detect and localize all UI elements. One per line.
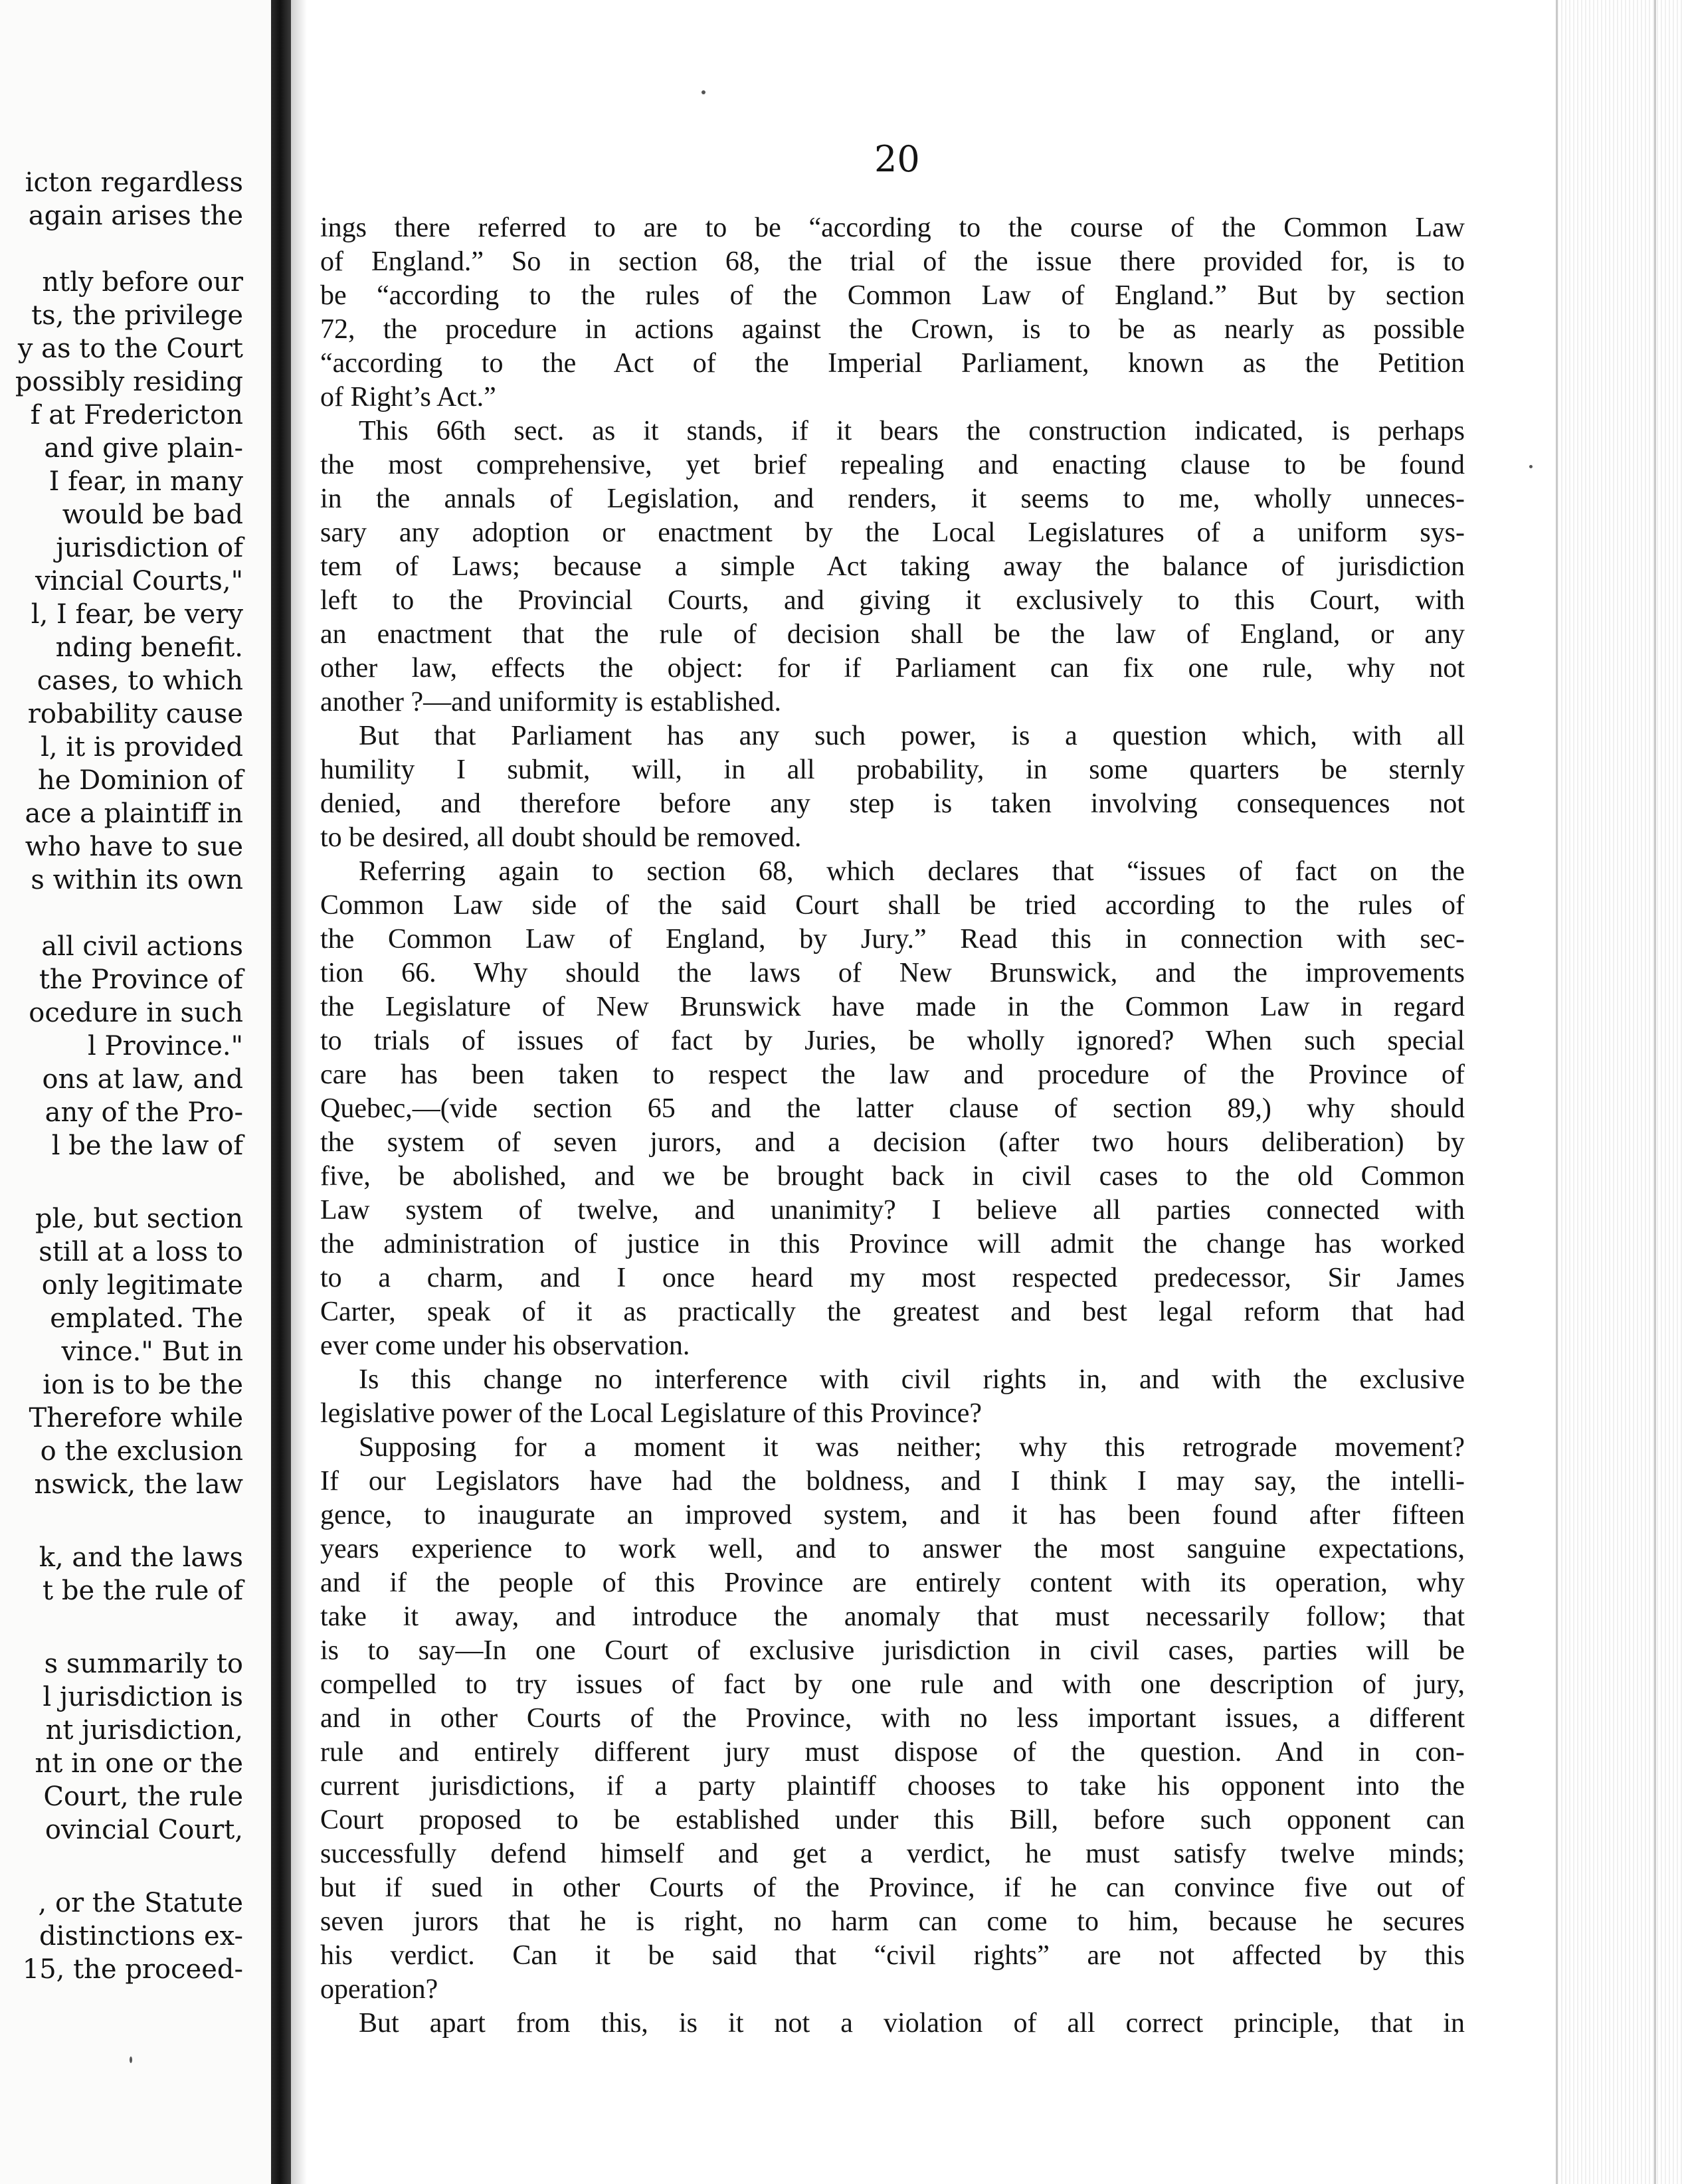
page-number: 20 [874, 138, 920, 180]
text-line: rule and entirely different jury must dispose of the question. And in con- [320, 1737, 1465, 1768]
facing-page-line: vincial Courts," [35, 566, 243, 596]
facing-page-line: s within its own [31, 865, 243, 895]
text-line: and if the people of this Province are entirely content with its operation, why [320, 1568, 1465, 1598]
text-line: of Right’s Act.” [320, 382, 496, 412]
text-line: of England.” So in section 68, the trial of the issue there provided for, is to [320, 246, 1465, 277]
text-line: This 66th sect. as it stands, if it bears the construction indicated, is perhaps [359, 416, 1465, 446]
text-line: the most comprehensive, yet brief repealing and enacting clause to be found [320, 450, 1465, 480]
facing-page-line: still at a loss to [39, 1237, 243, 1267]
text-line: Referring again to section 68, which declares that “issues of fact on the [359, 856, 1465, 887]
facing-page-line: who have to sue [25, 832, 243, 862]
facing-page-line: ocedure in such [29, 998, 243, 1028]
text-line: sary any adoption or enactment by the Local Legislatures of a uniform sys- [320, 517, 1465, 548]
facing-page-line: y as to the Court [17, 333, 243, 364]
print-speck [701, 90, 705, 94]
facing-page-line: l, it is provided [41, 732, 243, 763]
facing-page-fragment [0, 0, 271, 2184]
text-line: the Legislature of New Brunswick have made in the Common Law in regard [320, 992, 1465, 1022]
text-line: take it away, and introduce the anomaly that must necessarily follow; that [320, 1601, 1465, 1632]
text-line: his verdict. Can it be said that “civil rights” are not affected by this [320, 1940, 1465, 1971]
facing-page-line: ovincial Court, [45, 1815, 243, 1845]
facing-page-line: ts, the privilege [31, 300, 243, 331]
facing-page-line: nding benefit. [55, 632, 243, 663]
text-line: care has been taken to respect the law and procedure of the Province of [320, 1059, 1465, 1090]
text-line: to be desired, all doubt should be removed. [320, 822, 802, 853]
facing-page-line: nt in one or the [35, 1748, 243, 1779]
facing-page-line: vince." But in [61, 1336, 243, 1367]
facing-page-line: ntly before our [42, 267, 243, 298]
text-line: and in other Courts of the Province, with no less important issues, a different [320, 1703, 1465, 1734]
text-line: an enactment that the rule of decision shall be the law of England, or any [320, 619, 1465, 650]
text-line: “according to the Act of the Imperial Parliament, known as the Petition [320, 348, 1465, 379]
facing-page-line: jurisdiction of [56, 533, 243, 563]
text-line: but if sued in other Courts of the Province, if he can convince five out of [320, 1872, 1465, 1903]
text-line: years experience to work well, and to answer the most sanguine expectations, [320, 1534, 1465, 1564]
facing-page-line: he Dominion of [37, 765, 243, 796]
facing-page-line: nswick, the law [34, 1469, 243, 1500]
facing-page-line: I fear, in many [48, 466, 243, 497]
facing-page-line: t be the rule of [43, 1576, 243, 1606]
facing-page-line: s summarily to [44, 1649, 243, 1679]
text-line: Supposing for a moment it was neither; why this retrograde movement? [359, 1432, 1465, 1463]
text-line: If our Legislators have had the boldness, and I think I may say, the intelli- [320, 1466, 1465, 1497]
text-line: tion 66. Why should the laws of New Brunswick, and the improvements [320, 958, 1465, 988]
page-edge-line [1654, 0, 1656, 2184]
facing-page-line: k, and the laws [39, 1542, 243, 1573]
facing-page-line: and give plain- [44, 433, 243, 464]
text-line: But that Parliament has any such power, is a question which, with all [359, 721, 1465, 751]
facing-page-line: l jurisdiction is [43, 1682, 243, 1712]
facing-page-line: nt jurisdiction, [45, 1715, 243, 1746]
text-line: be “according to the rules of the Common Law of England.” But by section [320, 280, 1465, 311]
text-line: humility I submit, will, in all probability, in some quarters be sternly [320, 755, 1465, 785]
text-line: five, be abolished, and we be brought back in civil cases to the old Common [320, 1161, 1465, 1192]
facing-page-line: any of the Pro- [45, 1097, 243, 1128]
facing-page-line: ple, but section [35, 1204, 243, 1234]
page-edge-line [1556, 0, 1558, 2184]
facing-page-line: robability cause [27, 699, 243, 729]
print-speck [1529, 465, 1533, 468]
text-line: other law, effects the object: for if Parliament can fix one rule, why not [320, 653, 1465, 683]
text-line: But apart from this, is it not a violation of all correct principle, that in [359, 2008, 1465, 2039]
text-line: the Common Law of England, by Jury.” Read this in connection with sec- [320, 924, 1465, 955]
text-line: tem of Laws; because a simple Act taking away the balance of jurisdiction [320, 551, 1465, 582]
text-line: another ?—and uniformity is established. [320, 687, 782, 717]
facing-page-line: f at Fredericton [30, 400, 243, 430]
text-line: Is this change no interference with civil rights in, and with the exclusive [359, 1364, 1465, 1395]
facing-page-line: distinctions ex- [39, 1921, 243, 1952]
facing-page-line: would be bad [62, 500, 243, 530]
text-line: denied, and therefore before any step is taken involving consequences not [320, 788, 1465, 819]
facing-page-line: cases, to which [37, 666, 243, 696]
text-line: successfully defend himself and get a verdict, he must satisfy twelve minds; [320, 1839, 1465, 1869]
facing-page-line: l, I fear, be very [31, 599, 243, 630]
facing-page-line: l be the law of [51, 1131, 243, 1161]
text-line: is to say—In one Court of exclusive jurisdiction in civil cases, parties will be [320, 1635, 1465, 1666]
text-line: seven jurors that he is right, no harm can come to him, because he secures [320, 1906, 1465, 1937]
gutter-shadow [291, 0, 307, 2184]
text-line: left to the Provincial Courts, and giving it exclusively to this Court, with [320, 585, 1465, 616]
print-speck [130, 2056, 132, 2063]
text-line: to trials of issues of fact by Juries, be wholly ignored? When such special [320, 1026, 1465, 1056]
text-line: ever come under his observation. [320, 1330, 690, 1361]
facing-page-line: only legitimate [41, 1270, 243, 1301]
page-edges [1554, 0, 1682, 2184]
facing-page-line: ion is to be the [43, 1370, 243, 1400]
facing-page-line: the Province of [39, 964, 243, 995]
facing-page-line: 15, the proceed- [22, 1954, 243, 1985]
facing-page-line: Therefore while [29, 1403, 243, 1433]
facing-page-line: ace a plaintiff in [25, 798, 243, 829]
book-gutter [271, 0, 291, 2184]
text-line: in the annals of Legislation, and renders, it seems to me, wholly unneces- [320, 484, 1465, 514]
facing-page-line: ons at law, and [42, 1064, 243, 1095]
text-line: 72, the procedure in actions against the Crown, is to be as nearly as possible [320, 314, 1465, 345]
text-line: gence, to inaugurate an improved system, and it has been found after fifteen [320, 1500, 1465, 1530]
text-line: Quebec,—(vide section 65 and the latter clause of section 89,) why should [320, 1093, 1465, 1124]
text-line: the administration of justice in this Province will admit the change has worked [320, 1229, 1465, 1259]
text-line: legislative power of the Local Legislature of this Province? [320, 1398, 982, 1429]
text-line: operation? [320, 1974, 438, 2005]
facing-page-line: , or the Statute [38, 1888, 243, 1918]
text-line: Carter, speak of it as practically the greatest and best legal reform that had [320, 1297, 1465, 1327]
facing-page-line: again arises the [28, 201, 243, 231]
facing-page-line: l Province." [88, 1031, 243, 1061]
facing-page-line: o the exclusion [40, 1436, 243, 1467]
text-line: Court proposed to be established under this Bill, before such opponent can [320, 1805, 1465, 1835]
text-line: Law system of twelve, and unanimity? I believe all parties connected with [320, 1195, 1465, 1226]
text-line: Common Law side of the said Court shall be tried according to the rules of [320, 890, 1465, 921]
text-line: current jurisdictions, if a party plaintiff chooses to take his opponent into the [320, 1771, 1465, 1801]
facing-page-line: icton regardless [25, 167, 243, 198]
text-line: the system of seven jurors, and a decision (after two hours deliberation) by [320, 1127, 1465, 1158]
facing-page-line: Court, the rule [43, 1781, 243, 1812]
text-line: to a charm, and I once heard my most respected predecessor, Sir James [320, 1263, 1465, 1293]
text-line: ings there referred to are to be “according to the course of the Common Law [320, 213, 1465, 243]
facing-page-line: all civil actions [41, 931, 243, 962]
facing-page-line: emplated. The [50, 1303, 243, 1334]
text-line: compelled to try issues of fact by one rule and with one description of jury, [320, 1669, 1465, 1700]
facing-page-line: possibly residing [15, 367, 243, 397]
